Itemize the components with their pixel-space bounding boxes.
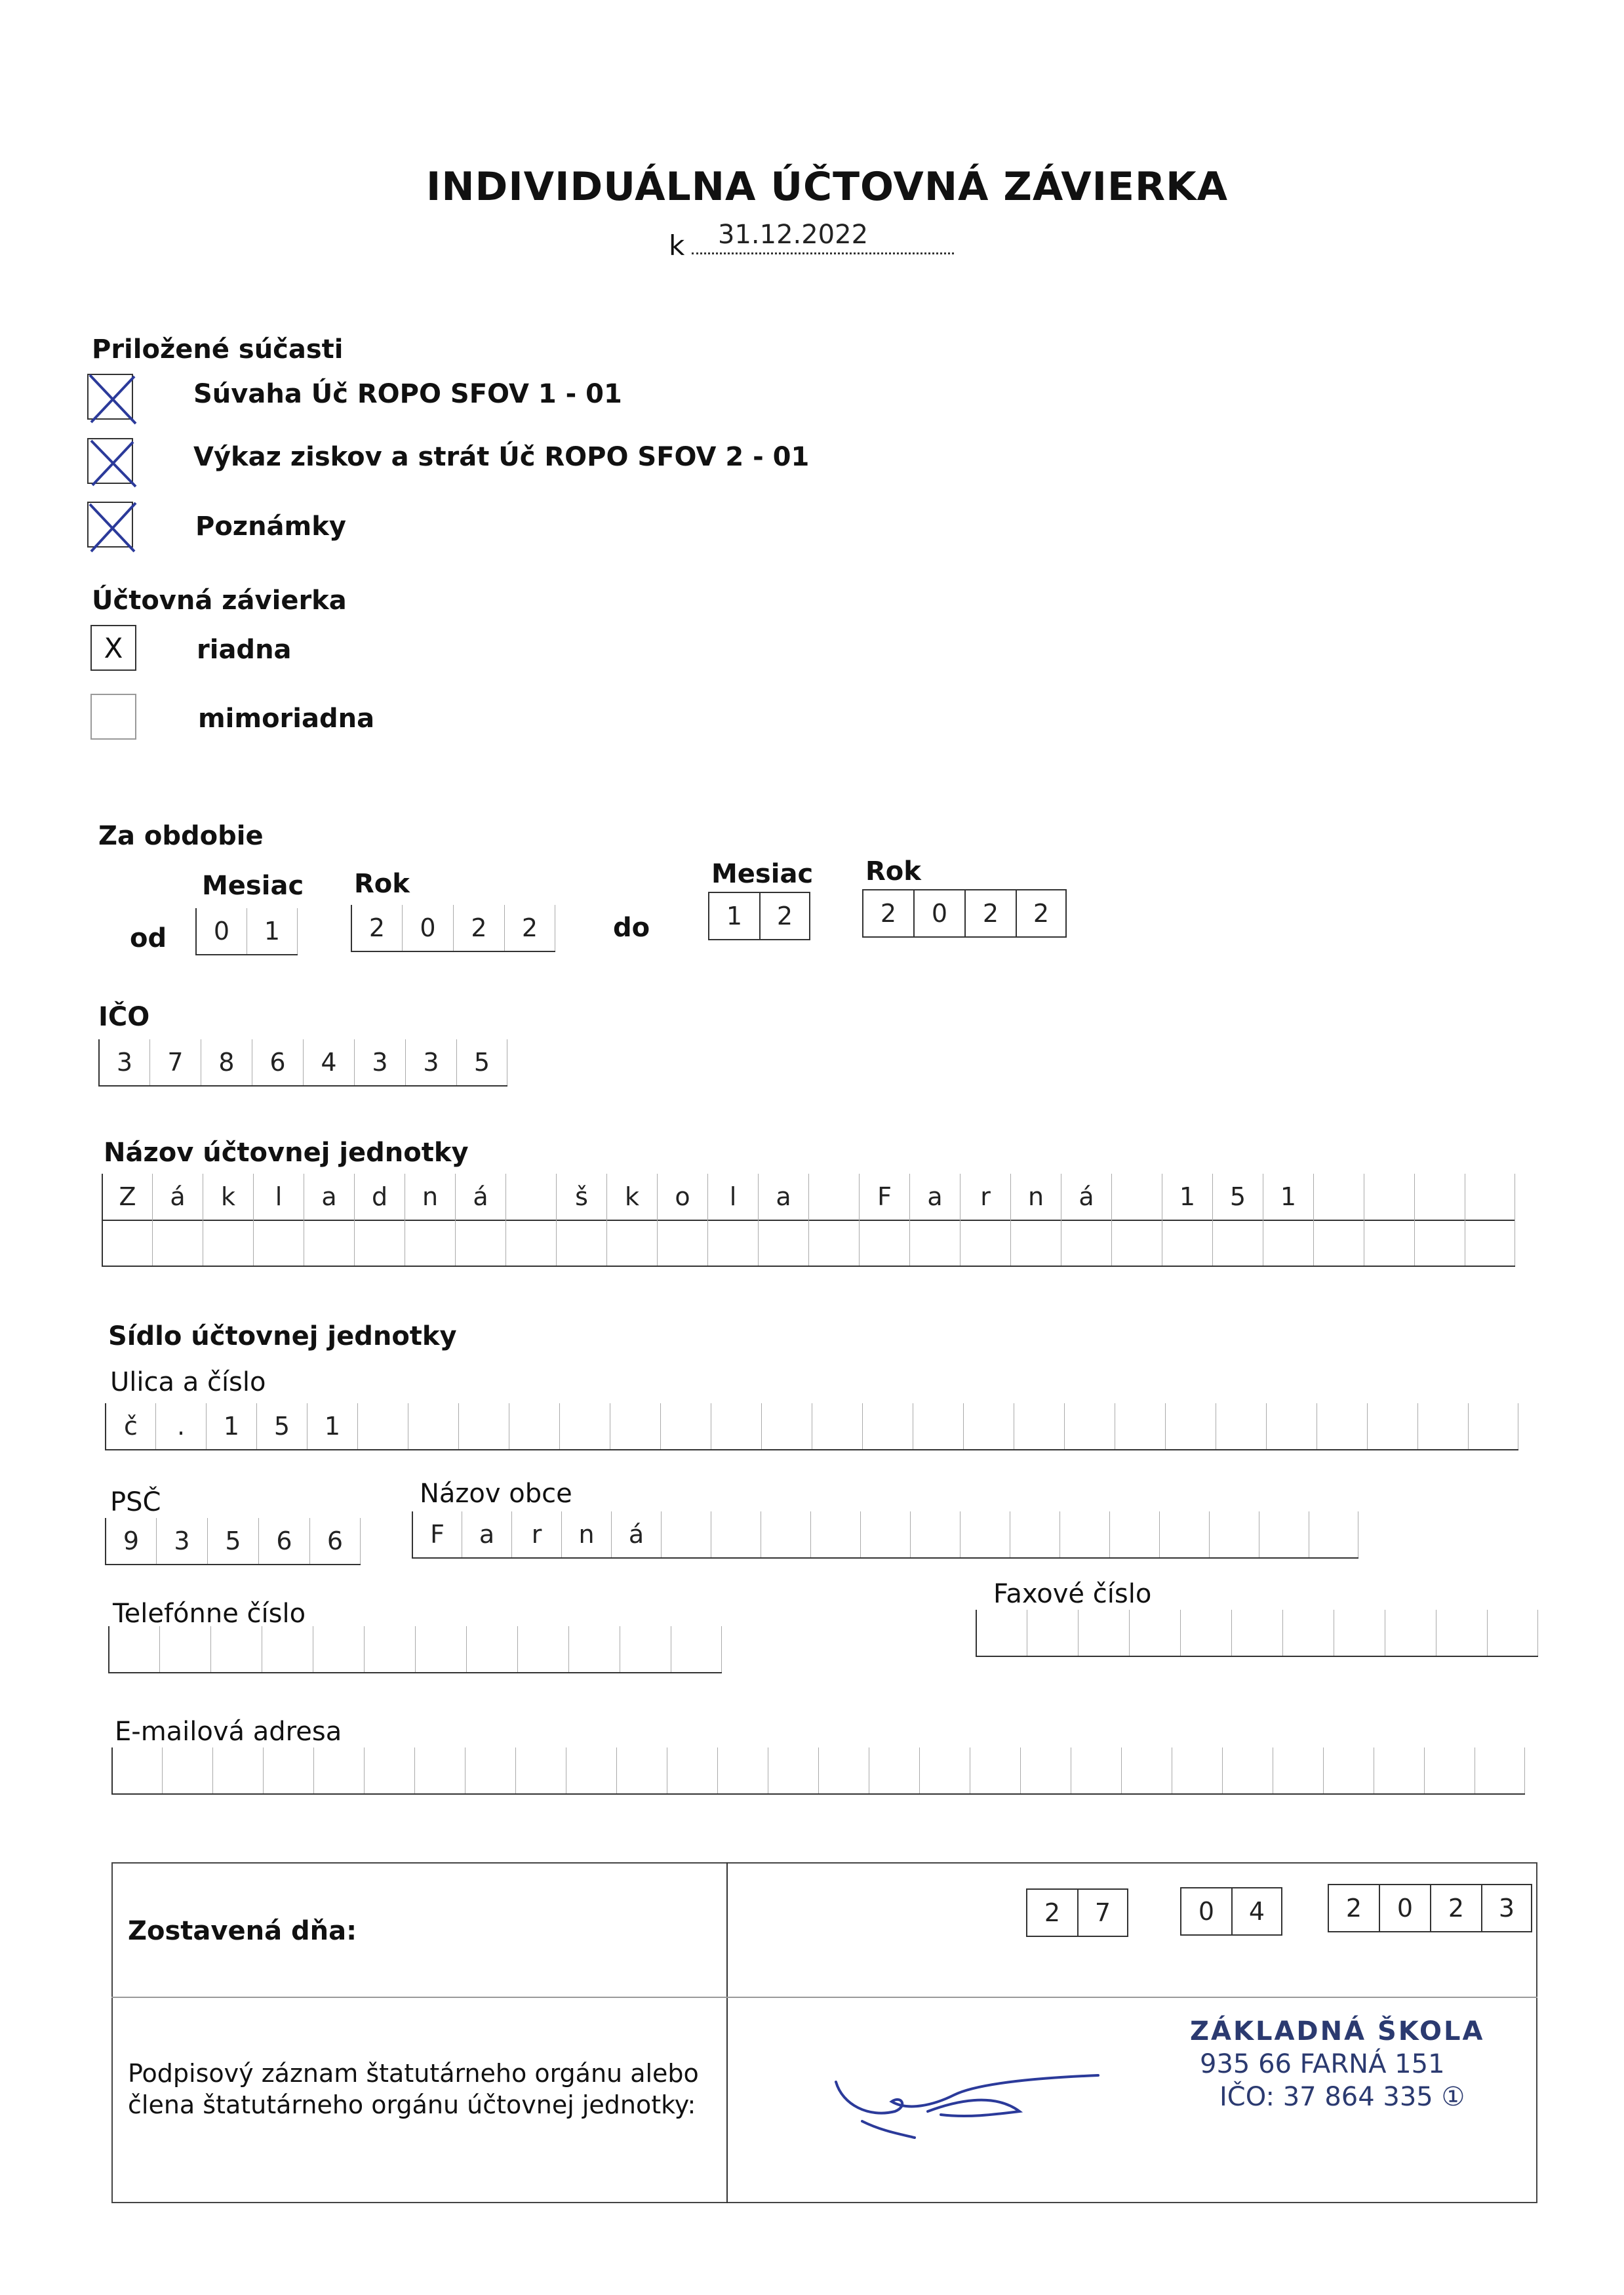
- digit-cell: 6: [252, 1039, 303, 1085]
- to-month-field[interactable]: [708, 892, 810, 940]
- char-cell: [1159, 1511, 1209, 1557]
- fax-label: Faxové číslo: [993, 1579, 1152, 1609]
- char-cell: [415, 1626, 466, 1672]
- char-cell: [1367, 1403, 1417, 1449]
- char-cell: [1222, 1747, 1273, 1793]
- attachment-checkbox-1[interactable]: [87, 374, 133, 420]
- char-cell: [707, 1220, 758, 1266]
- char-cell: [1364, 1220, 1414, 1266]
- char-cell: [111, 1747, 162, 1793]
- char-cell: [1273, 1747, 1323, 1793]
- email-field[interactable]: [111, 1747, 1525, 1795]
- char-cell: [909, 1220, 960, 1266]
- char-cell: [517, 1626, 568, 1672]
- char-cell: [1162, 1220, 1212, 1266]
- char-cell: [1061, 1220, 1111, 1266]
- char-cell: [1487, 1610, 1538, 1656]
- seat-heading: Sídlo účtovnej jednotky: [108, 1321, 457, 1351]
- char-cell: [660, 1403, 711, 1449]
- char-cell: [963, 1403, 1014, 1449]
- char-cell: 1: [206, 1403, 256, 1449]
- char-cell: r: [511, 1511, 561, 1557]
- char-cell: F: [412, 1511, 462, 1557]
- to-year-field[interactable]: [862, 889, 1067, 938]
- cross-mark-icon: [85, 371, 140, 426]
- street-field[interactable]: [105, 1403, 1518, 1450]
- digit-cell: 3: [1481, 1885, 1532, 1931]
- attachment-label-1: Súvaha Úč ROPO SFOV 1 - 01: [193, 379, 622, 409]
- char-cell: [1468, 1403, 1518, 1449]
- char-cell: [1078, 1610, 1129, 1656]
- char-cell: [970, 1747, 1020, 1793]
- char-cell: [566, 1747, 616, 1793]
- char-cell: [1020, 1747, 1071, 1793]
- char-cell: r: [960, 1174, 1010, 1220]
- char-cell: [1010, 1511, 1060, 1557]
- digit-cell: 0: [402, 905, 453, 951]
- digit-cell: 6: [258, 1518, 309, 1564]
- to-month-label: Mesiac: [711, 859, 814, 889]
- attachment-checkbox-2[interactable]: [87, 438, 133, 484]
- char-cell: [458, 1403, 509, 1449]
- digit-cell: 0: [1379, 1885, 1430, 1931]
- char-cell: [465, 1747, 515, 1793]
- char-cell: [616, 1747, 667, 1793]
- char-cell: [505, 1220, 556, 1266]
- char-cell: [515, 1747, 566, 1793]
- char-cell: o: [657, 1174, 707, 1220]
- ico-field[interactable]: [98, 1039, 507, 1087]
- digit-cell: 0: [1180, 1888, 1231, 1934]
- char-cell: [212, 1747, 263, 1793]
- char-cell: [1313, 1220, 1364, 1266]
- char-cell: [1364, 1174, 1414, 1220]
- char-cell: k: [606, 1174, 657, 1220]
- unit-name-row-2[interactable]: [102, 1220, 1515, 1267]
- closing-riadna-checkbox[interactable]: X: [90, 625, 136, 671]
- char-cell: š: [556, 1174, 606, 1220]
- closing-mimoriadna-checkbox[interactable]: [90, 694, 136, 740]
- char-cell: [354, 1220, 405, 1266]
- digit-cell: 7: [149, 1039, 201, 1085]
- char-cell: a: [462, 1511, 511, 1557]
- digit-cell: 3: [98, 1039, 149, 1085]
- char-cell: [364, 1747, 414, 1793]
- char-cell: [711, 1403, 761, 1449]
- char-cell: [1414, 1220, 1465, 1266]
- char-cell: [910, 1511, 960, 1557]
- char-cell: [859, 1220, 909, 1266]
- char-cell: á: [1061, 1174, 1111, 1220]
- char-cell: [717, 1747, 768, 1793]
- digit-cell: 5: [456, 1039, 507, 1085]
- digit-cell: 2: [1430, 1885, 1481, 1931]
- char-cell: á: [611, 1511, 661, 1557]
- digit-cell: 2: [862, 890, 913, 936]
- char-cell: [1259, 1511, 1309, 1557]
- closing-mimoriadna-label: mimoriadna: [198, 704, 375, 734]
- char-cell: [1309, 1511, 1358, 1557]
- char-cell: [1111, 1174, 1162, 1220]
- signature-label-line-1: Podpisový záznam štatutárneho orgánu alebo: [128, 2059, 699, 2088]
- digit-cell: 4: [1231, 1888, 1282, 1934]
- char-cell: [1014, 1403, 1064, 1449]
- char-cell: [108, 1626, 159, 1672]
- digit-cell: 3: [156, 1518, 207, 1564]
- digit-cell: 2: [453, 905, 504, 951]
- char-cell: [1121, 1747, 1172, 1793]
- char-cell: [466, 1626, 517, 1672]
- char-cell: [405, 1220, 455, 1266]
- digit-cell: 2: [1016, 890, 1067, 936]
- city-field[interactable]: [412, 1511, 1358, 1559]
- digit-cell: 6: [309, 1518, 361, 1564]
- char-cell: [263, 1747, 313, 1793]
- char-cell: [761, 1511, 810, 1557]
- period-heading: Za obdobie: [98, 821, 264, 851]
- char-cell: [620, 1626, 671, 1672]
- char-cell: [1263, 1220, 1313, 1266]
- stamp-line-2: 935 66 FARNÁ 151: [1200, 2049, 1445, 2079]
- psc-label: PSČ: [110, 1487, 161, 1517]
- from-year-label: Rok: [354, 869, 410, 899]
- unit-name-label: Názov účtovnej jednotky: [104, 1138, 469, 1168]
- compiled-year-field[interactable]: [1328, 1884, 1532, 1932]
- compiled-label: Zostavená dňa:: [128, 1916, 357, 1946]
- char-cell: [313, 1747, 364, 1793]
- to-year-label: Rok: [865, 856, 921, 887]
- char-cell: [808, 1220, 859, 1266]
- char-cell: [1475, 1747, 1525, 1793]
- digit-cell: 2: [1026, 1890, 1077, 1936]
- char-cell: [976, 1610, 1027, 1656]
- char-cell: [1060, 1511, 1109, 1557]
- char-cell: á: [152, 1174, 203, 1220]
- char-cell: [1266, 1403, 1317, 1449]
- char-cell: [1424, 1747, 1475, 1793]
- char-cell: [1334, 1610, 1385, 1656]
- signature-label-line-2: člena štatutárneho orgánu účtovnej jednotky:: [128, 2090, 696, 2119]
- closing-riadna-label: riadna: [197, 635, 292, 665]
- char-cell: a: [758, 1174, 808, 1220]
- char-cell: [1385, 1610, 1436, 1656]
- digit-cell: 2: [351, 905, 402, 951]
- char-cell: [960, 1220, 1010, 1266]
- digit-cell: 7: [1077, 1890, 1128, 1936]
- char-cell: [1129, 1610, 1180, 1656]
- char-cell: [661, 1511, 711, 1557]
- char-cell: [768, 1747, 818, 1793]
- char-cell: [364, 1626, 415, 1672]
- char-cell: [556, 1220, 606, 1266]
- char-cell: 5: [1212, 1174, 1263, 1220]
- char-cell: [203, 1220, 253, 1266]
- digit-cell: 1: [247, 908, 298, 954]
- unit-name-row-1[interactable]: [102, 1174, 1515, 1221]
- fax-field[interactable]: [976, 1610, 1538, 1657]
- footer-divider-horizontal: [111, 1997, 1537, 1998]
- email-label: E-mailová adresa: [115, 1717, 342, 1747]
- char-cell: a: [909, 1174, 960, 1220]
- char-cell: [1111, 1220, 1162, 1266]
- char-cell: [505, 1174, 556, 1220]
- digit-cell: 3: [405, 1039, 456, 1085]
- char-cell: [559, 1403, 610, 1449]
- char-cell: [253, 1220, 304, 1266]
- char-cell: .: [155, 1403, 206, 1449]
- char-cell: l: [707, 1174, 758, 1220]
- page-title: INDIVIDUÁLNA ÚČTOVNÁ ZÁVIERKA: [426, 164, 1229, 210]
- char-cell: [262, 1626, 313, 1672]
- to-label: do: [613, 913, 650, 943]
- date-dotted-line: [692, 252, 954, 254]
- digit-cell: 3: [354, 1039, 405, 1085]
- char-cell: [1064, 1403, 1115, 1449]
- street-label: Ulica a číslo: [110, 1367, 266, 1397]
- char-cell: [1209, 1511, 1259, 1557]
- char-cell: [1313, 1174, 1364, 1220]
- digit-cell: 5: [207, 1518, 258, 1564]
- phone-field[interactable]: [108, 1626, 722, 1673]
- stamp-line-3: IČO: 37 864 335 ①: [1219, 2082, 1465, 2112]
- char-cell: [761, 1403, 812, 1449]
- char-cell: [913, 1403, 963, 1449]
- char-cell: č: [105, 1403, 155, 1449]
- attachments-heading: Priložené súčasti: [92, 334, 344, 365]
- char-cell: [1109, 1511, 1159, 1557]
- char-cell: 1: [307, 1403, 357, 1449]
- char-cell: [860, 1511, 910, 1557]
- char-cell: [1172, 1747, 1222, 1793]
- char-cell: [1323, 1747, 1374, 1793]
- digit-cell: 2: [504, 905, 555, 951]
- char-cell: [1317, 1403, 1367, 1449]
- phone-label: Telefónne číslo: [113, 1599, 306, 1629]
- char-cell: [408, 1403, 458, 1449]
- char-cell: [313, 1626, 364, 1672]
- char-cell: [1071, 1747, 1121, 1793]
- char-cell: 1: [1263, 1174, 1313, 1220]
- char-cell: [1282, 1610, 1334, 1656]
- char-cell: [808, 1174, 859, 1220]
- char-cell: [657, 1220, 707, 1266]
- handwritten-signature: [823, 2066, 1111, 2151]
- char-cell: [1417, 1403, 1468, 1449]
- digit-cell: 4: [303, 1039, 354, 1085]
- char-cell: [414, 1747, 465, 1793]
- char-cell: [919, 1747, 970, 1793]
- date-prefix: k: [669, 230, 685, 262]
- ico-label: IČO: [98, 1002, 150, 1032]
- char-cell: n: [561, 1511, 611, 1557]
- attachment-label-2: Výkaz ziskov a strát Úč ROPO SFOV 2 - 01: [193, 442, 810, 472]
- char-cell: 1: [1162, 1174, 1212, 1220]
- char-cell: [818, 1747, 869, 1793]
- char-cell: n: [405, 1174, 455, 1220]
- date-value: 31.12.2022: [718, 220, 869, 250]
- char-cell: [1010, 1220, 1061, 1266]
- char-cell: [152, 1220, 203, 1266]
- char-cell: [667, 1747, 717, 1793]
- from-label: od: [130, 923, 167, 953]
- char-cell: [568, 1626, 620, 1672]
- closing-type-heading: Účtovná závierka: [92, 586, 347, 616]
- char-cell: [210, 1626, 262, 1672]
- digit-cell: 0: [195, 908, 247, 954]
- char-cell: [1231, 1610, 1282, 1656]
- char-cell: 5: [256, 1403, 307, 1449]
- from-month-field[interactable]: [195, 908, 298, 955]
- digit-cell: 2: [1328, 1885, 1379, 1931]
- char-cell: a: [304, 1174, 354, 1220]
- char-cell: [960, 1511, 1010, 1557]
- digit-cell: 1: [708, 893, 759, 939]
- char-cell: [812, 1403, 862, 1449]
- char-cell: [810, 1511, 860, 1557]
- char-cell: [1465, 1174, 1515, 1220]
- char-cell: [671, 1626, 722, 1672]
- char-cell: F: [859, 1174, 909, 1220]
- char-cell: [455, 1220, 505, 1266]
- char-cell: [1212, 1220, 1263, 1266]
- from-year-field[interactable]: [351, 905, 555, 952]
- char-cell: [1465, 1220, 1515, 1266]
- char-cell: [159, 1626, 210, 1672]
- char-cell: [862, 1403, 913, 1449]
- char-cell: [606, 1220, 657, 1266]
- char-cell: [1115, 1403, 1165, 1449]
- city-label: Názov obce: [420, 1479, 572, 1509]
- psc-field[interactable]: [105, 1518, 361, 1565]
- char-cell: [711, 1511, 761, 1557]
- digit-cell: 2: [759, 893, 810, 939]
- attachment-checkbox-3[interactable]: [87, 502, 133, 548]
- char-cell: l: [253, 1174, 304, 1220]
- char-cell: [758, 1220, 808, 1266]
- char-cell: [869, 1747, 919, 1793]
- attachment-label-3: Poznámky: [195, 511, 346, 542]
- char-cell: [610, 1403, 660, 1449]
- char-cell: k: [203, 1174, 253, 1220]
- char-cell: d: [354, 1174, 405, 1220]
- char-cell: [1436, 1610, 1487, 1656]
- digit-cell: 2: [964, 890, 1016, 936]
- digit-cell: 8: [201, 1039, 252, 1085]
- char-cell: [162, 1747, 212, 1793]
- char-cell: [1027, 1610, 1078, 1656]
- digit-cell: 9: [105, 1518, 156, 1564]
- cross-mark-icon: [85, 435, 140, 490]
- char-cell: [1414, 1174, 1465, 1220]
- char-cell: n: [1010, 1174, 1061, 1220]
- char-cell: [357, 1403, 408, 1449]
- char-cell: [102, 1220, 152, 1266]
- char-cell: [304, 1220, 354, 1266]
- char-cell: [1216, 1403, 1266, 1449]
- footer-divider-vertical: [726, 1862, 728, 2203]
- char-cell: [509, 1403, 559, 1449]
- compiled-month-field[interactable]: [1180, 1887, 1282, 1936]
- cross-mark-icon: [85, 499, 140, 554]
- char-cell: [1180, 1610, 1231, 1656]
- compiled-day-field[interactable]: [1026, 1888, 1128, 1937]
- from-month-label: Mesiac: [202, 871, 304, 901]
- stamp-line-1: ZÁKLADNÁ ŠKOLA: [1190, 2016, 1485, 2046]
- char-cell: [1165, 1403, 1216, 1449]
- char-cell: Z: [102, 1174, 152, 1220]
- digit-cell: 0: [913, 890, 964, 936]
- char-cell: [1374, 1747, 1424, 1793]
- char-cell: á: [455, 1174, 505, 1220]
